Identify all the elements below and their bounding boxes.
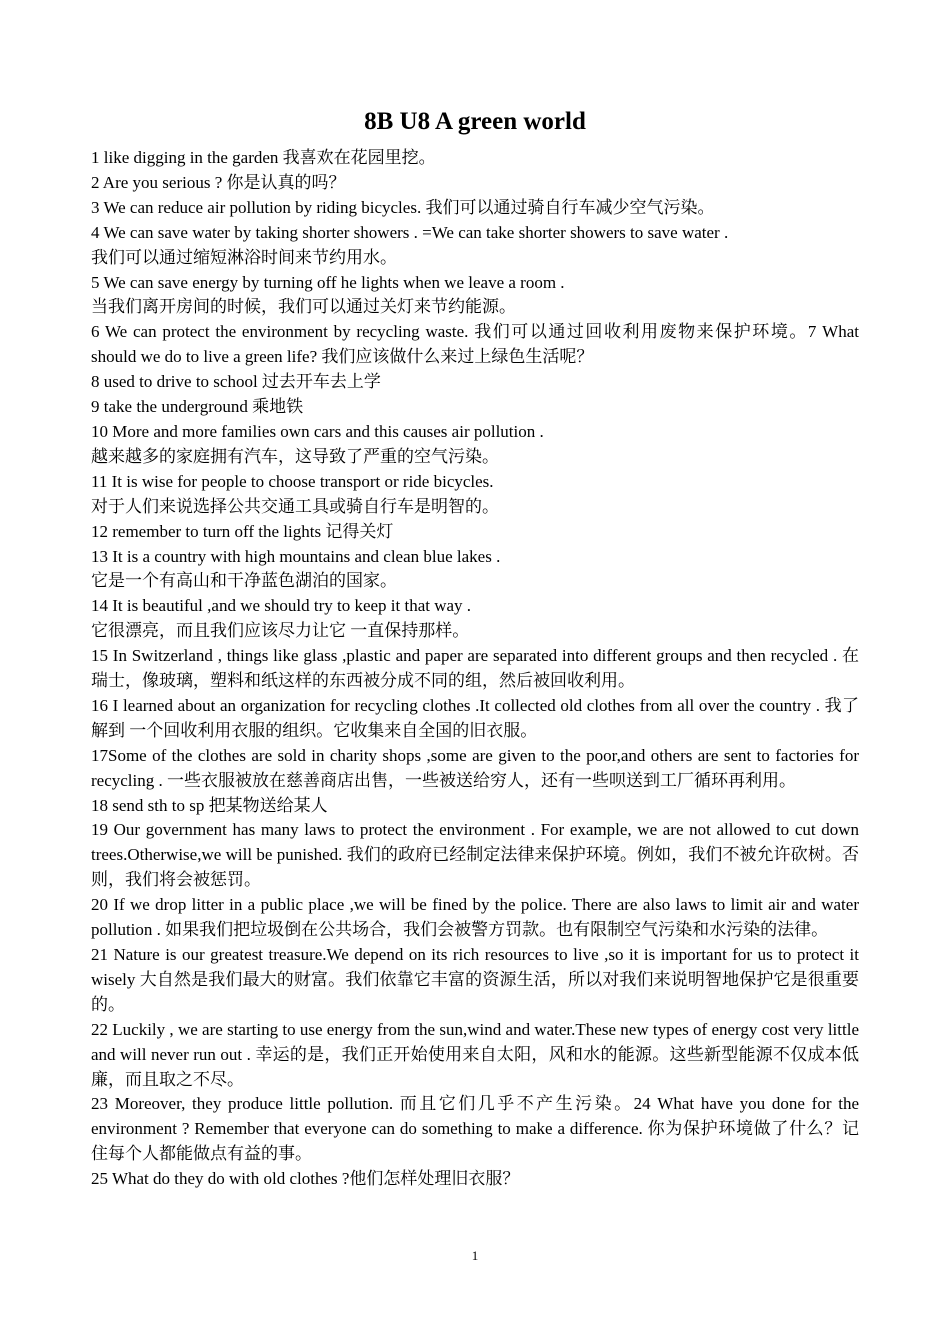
document-title: 8B U8 A green world <box>364 108 586 135</box>
paragraph: 越来越多的家庭拥有汽车，这导致了严重的空气污染。 <box>91 446 499 466</box>
page-number: 1 <box>471 1248 479 1263</box>
paragraph: 17Some of the clothes are sold in charity shops ,some are given to the poor,and others are sent to factories for recycling . 一些衣服被放在慈善商店出售，一些被送给穷人，还有一些呗送到工厂循环再利用。 <box>91 745 859 790</box>
paragraph: 9 take the underground 乘地铁 <box>91 397 304 417</box>
paragraph: 4 We can save water by taking shorter showers . =We can take shorter showers to save water . <box>91 222 729 242</box>
paragraph: 10 More and more families own cars and this causes air pollution . <box>91 421 544 441</box>
paragraph: 14 It is beautiful ,and we should try to keep it that way . <box>91 596 472 616</box>
paragraph: 1 like digging in the garden 我喜欢在花园里挖。 <box>91 148 436 167</box>
paragraph: 19 Our government has many laws to protect the environment . For example, we are not allowed to cut down trees.Otherwise,we will be punished. 我们的政府已经制定法律来保护环境。例如，我们不被允许砍树。否则，我们将会被惩罚。 <box>91 820 859 890</box>
paragraph: 22 Luckily , we are starting to use energy from the sun,wind and water.These new types of energy cost very little and will never run out . 幸运的是，我们正开始使用来自太阳，风和水的能源。这些新型能源不仅成本低廉，而且取之不尽。 <box>91 1019 859 1089</box>
paragraph: 8 used to drive to school 过去开车去上学 <box>91 372 381 392</box>
paragraph: 25 What do they do with old clothes ?他们怎样处理旧衣服？ <box>91 1169 520 1189</box>
paragraph: 13 It is a country with high mountains and clean blue lakes . <box>91 546 501 566</box>
paragraph: 5 We can save energy by turning off he lights when we leave a room . <box>91 272 565 292</box>
document-body <box>91 146 859 1192</box>
paragraph: 它很漂亮，而且我们应该尽力让它 一直保持那样。 <box>91 621 470 641</box>
paragraph: 18 send sth to sp 把某物送给某人 <box>91 795 328 815</box>
paragraph: 21 Nature is our greatest treasure.We depend on its rich resources to live ,so it is important for us to protect it wisely 大自然是我们最大的财富。我们依靠它丰富的资源生活，所以对我们来说明智地保护它是很重要的。 <box>91 945 859 1014</box>
paragraph: 3 We can reduce air pollution by riding bicycles. 我们可以通过骑自行车减少空气污染。 <box>91 197 715 217</box>
paragraph: 我们可以通过缩短淋浴时间来节约用水。 <box>91 247 397 267</box>
paragraph: 6 We can protect the environment by recycling waste. 我们可以通过回收利用废物来保护环境。7 What should we do to live a green life? 我们应该做什么来过上绿色生活呢？ <box>91 322 859 367</box>
paragraph: 2 Are you serious ? 你是认真的吗？ <box>91 172 346 192</box>
paragraph: 12 remember to turn off the lights 记得关灯 <box>91 521 394 541</box>
paragraph: 20 If we drop litter in a public place ,we will be fined by the police. There are also laws to limit air and water pollution . 如果我们把垃圾倒在公共场合，我们会被警方罚款。也有限制空气污染和水污染的法律。 <box>91 895 859 940</box>
paragraph: 23 Moreover, they produce little pollution. 而且它们几乎不产生污染。24 What have you done for the environment ? Remember that everyone can do something to make a difference. 你为保护环境做了什么？记住每个人都能做点有益的事。 <box>91 1094 859 1164</box>
paragraph: 它是一个有高山和干净蓝色湖泊的国家。 <box>91 571 397 591</box>
paragraph: 对于人们来说选择公共交通工具或骑自行车是明智的。 <box>91 496 499 516</box>
paragraph: 15 In Switzerland , things like glass ,plastic and paper are separated into different groups and then recycled . 在瑞士，像玻璃，塑料和纸这样的东西被分成不同的组，然后被回收利用。 <box>91 646 859 691</box>
paragraph: 11 It is wise for people to choose transport or ride bicycles. <box>91 471 494 491</box>
paragraph: 当我们离开房间的时候，我们可以通过关灯来节约能源。 <box>91 297 516 317</box>
paragraph: 16 I learned about an organization for recycling clothes .It collected old clothes from all over the country . 我了解到 一个回收利用衣服的组织。它收集来自全国的旧衣服。 <box>91 695 859 740</box>
